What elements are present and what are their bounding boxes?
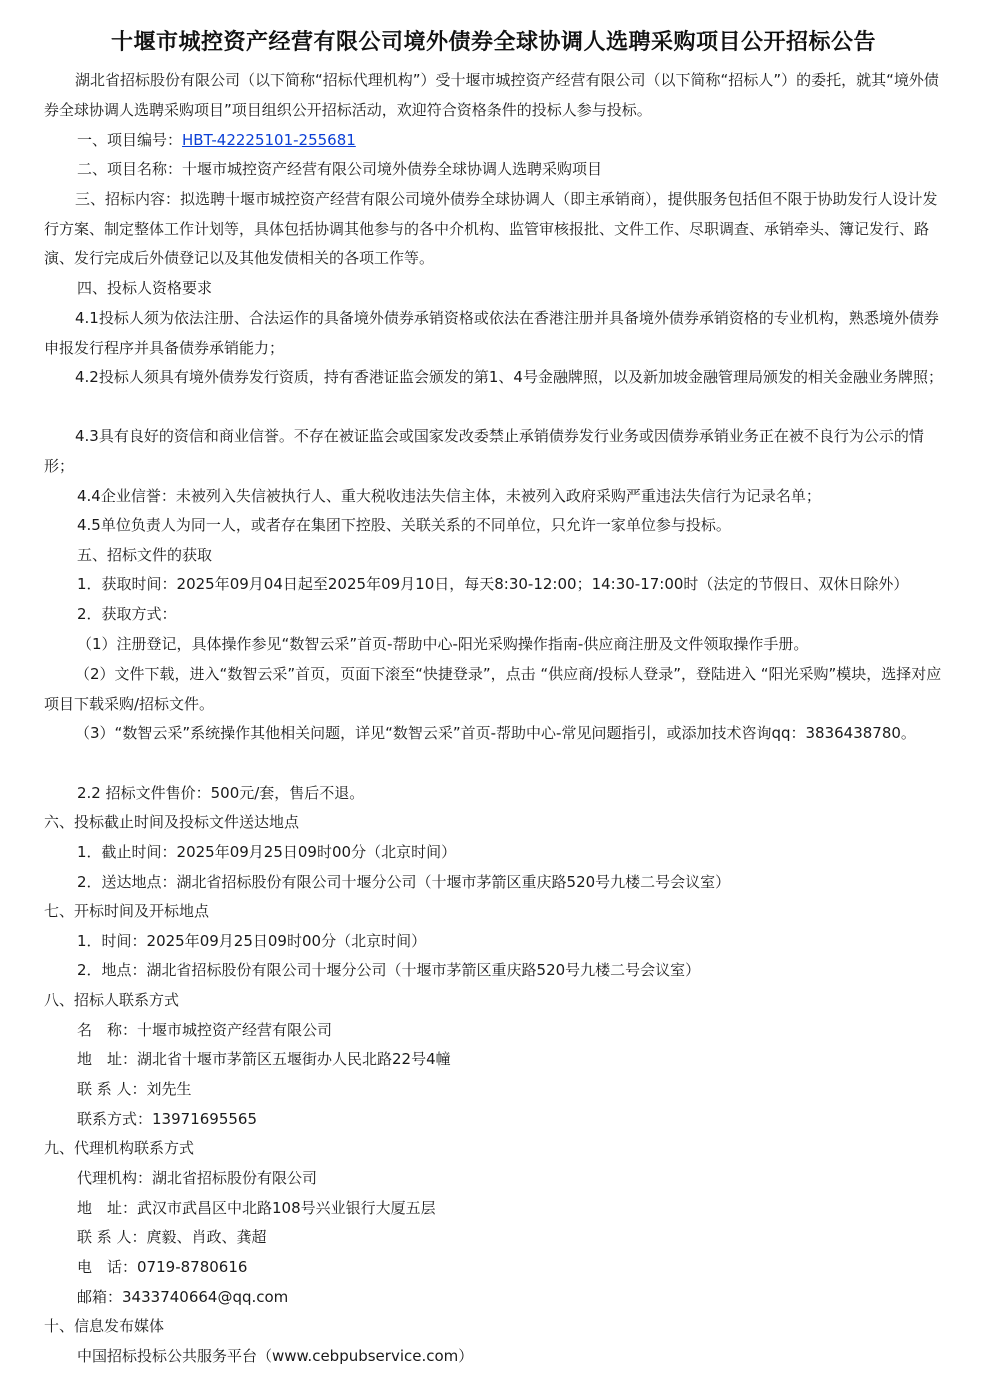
tenderer-name-row bbox=[77, 1016, 332, 1046]
acquisition-step-1: （1）注册登记，具体操作参见“数智云采”首页-帮助中心-阳光采购操作指南-供应商注册及文件领取操作手册。 bbox=[77, 635, 809, 653]
tenderer-contact-person: 刘先生 bbox=[146, 1080, 192, 1098]
agency-email-row bbox=[77, 1283, 288, 1313]
agency-phone-label: 电 话： bbox=[77, 1258, 138, 1276]
agency-email-label: 邮箱： bbox=[77, 1288, 123, 1306]
media-platform: 中国招标投标公共服务平台（www.cebpubservice.com） bbox=[77, 1347, 474, 1365]
tenderer-address-label: 地 址： bbox=[77, 1050, 138, 1068]
qualification-heading: 四、投标人资格要求 bbox=[77, 279, 213, 297]
opening-heading: 七、开标时间及开标地点 bbox=[44, 902, 210, 920]
tenderer-contact-row bbox=[77, 1075, 192, 1105]
tenderer-name-label: 名 称： bbox=[77, 1021, 138, 1039]
agency-phone-row bbox=[77, 1253, 247, 1283]
deadline-heading: 六、投标截止时间及投标文件送达地点 bbox=[44, 813, 300, 831]
acquisition-step-3: （3）“数智云采”系统操作其他相关问题，详见“数智云采”首页-帮助中心-常见问题指引，或添加技术咨询qq：3836438780。 bbox=[75, 724, 916, 742]
tenderer-phone-label: 联系方式： bbox=[77, 1110, 153, 1128]
tenderer-phone-row bbox=[77, 1105, 257, 1135]
agency-phone: 0719-8780616 bbox=[137, 1258, 248, 1276]
project-number-row bbox=[77, 126, 356, 156]
acquisition-method: 2．获取方式： bbox=[77, 605, 177, 623]
agency-name-row bbox=[77, 1164, 317, 1194]
intro-paragraph: 湖北省招标股份有限公司（以下简称“招标代理机构”）受十堰市城控资产经营有限公司（以下简称“招标人”）的委托，就其“境外债券全球协调人选聘采购项目”项目组织公开招标活动，欢迎符合资格条件的投标人参与投标。 bbox=[44, 71, 939, 119]
agency-contact-heading: 九、代理机构联系方式 bbox=[44, 1139, 195, 1157]
agency-name: 湖北省招标股份有限公司 bbox=[152, 1169, 318, 1187]
tenderer-address: 湖北省十堰市茅箭区五堰街办人民北路22号4幢 bbox=[137, 1050, 451, 1068]
delivery-place: 2．送达地点：湖北省招标股份有限公司十堰分公司（十堰市茅箭区重庆路520号九楼二号会议室） bbox=[77, 873, 731, 891]
agency-address: 武汉市武昌区中北路108号兴业银行大厦五层 bbox=[137, 1199, 436, 1217]
agency-address-label: 地 址： bbox=[77, 1199, 138, 1217]
page-title: 十堰市城控资产经营有限公司境外债券全球协调人选聘采购项目公开招标公告 bbox=[110, 30, 876, 55]
tenderer-contact-label: 联 系 人： bbox=[77, 1080, 147, 1098]
qualification-item: 4.5单位负责人为同一人，或者存在集团下控股、关联关系的不同单位，只允许一家单位参与投标。 bbox=[77, 516, 731, 534]
project-name-line: 二、项目名称：十堰市城控资产经营有限公司境外债券全球协调人选聘采购项目 bbox=[77, 160, 603, 178]
deadline-time: 1．截止时间：2025年09月25日09时00分（北京时间） bbox=[77, 843, 457, 861]
acquisition-time: 1．获取时间：2025年09月04日起至2025年09月10日，每天8:30-12:00；14:30-17:00时（法定的节假日、双休日除外） bbox=[77, 575, 909, 593]
opening-place: 2．地点：湖北省招标股份有限公司十堰分公司（十堰市茅箭区重庆路520号九楼二号会议室） bbox=[77, 961, 701, 979]
tenderer-name: 十堰市城控资产经营有限公司 bbox=[137, 1021, 333, 1039]
project-number-label: 一、项目编号： bbox=[77, 131, 183, 149]
document-price: 2.2 招标文件售价：500元/套，售后不退。 bbox=[77, 784, 365, 802]
tenderer-phone: 13971695565 bbox=[152, 1110, 257, 1128]
project-number-link[interactable]: HBT-42225101-255681 bbox=[182, 131, 356, 149]
qualification-item: 4.4企业信誉：未被列入失信被执行人、重大税收违法失信主体，未被列入政府采购严重违法失信行为记录名单； bbox=[77, 487, 821, 505]
qualification-item: 4.2投标人须具有境外债券发行资质，持有香港证监会颁发的第1、4号金融牌照，以及新加坡金融管理局颁发的相关金融业务牌照； bbox=[75, 368, 943, 386]
agency-contact-label: 联 系 人： bbox=[77, 1228, 147, 1246]
media-heading: 十、信息发布媒体 bbox=[44, 1317, 165, 1335]
agency-address-row bbox=[77, 1194, 436, 1224]
document-acquisition-heading: 五、招标文件的获取 bbox=[77, 546, 213, 564]
bid-content-paragraph: 三、招标内容：拟选聘十堰市城控资产经营有限公司境外债券全球协调人（即主承销商），提供服务包括但不限于协助发行人设计发行方案、制定整体工作计划等，具体包括协调其他参与的各中介机构、监管审核报批、文件工作、尽职调查、承销牵头、簿记发行、路演、发行完成后外债登记以及其他发债相关的各项工作等。 bbox=[44, 190, 938, 268]
tenderer-contact-heading: 八、招标人联系方式 bbox=[44, 991, 180, 1009]
agency-name-label: 代理机构： bbox=[77, 1169, 153, 1187]
agency-contact-row bbox=[77, 1223, 267, 1253]
agency-email: 3433740664@qq.com bbox=[122, 1288, 289, 1306]
opening-time: 1．时间：2025年09月25日09时00分（北京时间） bbox=[77, 932, 427, 950]
qualification-item: 4.1投标人须为依法注册、合法运作的具备境外债券承销资格或依法在香港注册并具备境外债券承销资格的专业机构，熟悉境外债券申报发行程序并具备债券承销能力； bbox=[44, 309, 939, 357]
tenderer-address-row bbox=[77, 1045, 451, 1075]
acquisition-step-2: （2）文件下载，进入“数智云采”首页，页面下滚至“快捷登录”，点击 “供应商/投标人登录”，登陆进入 “阳光采购”模块，选择对应项目下载采购/招标文件。 bbox=[44, 665, 942, 713]
agency-contact-persons: 庹毅、肖政、龚超 bbox=[146, 1228, 267, 1246]
qualification-item: 4.3具有良好的资信和商业信誉。不存在被证监会或国家发改委禁止承销债券发行业务或因债券承销业务正在被不良行为公示的情形； bbox=[44, 427, 924, 475]
